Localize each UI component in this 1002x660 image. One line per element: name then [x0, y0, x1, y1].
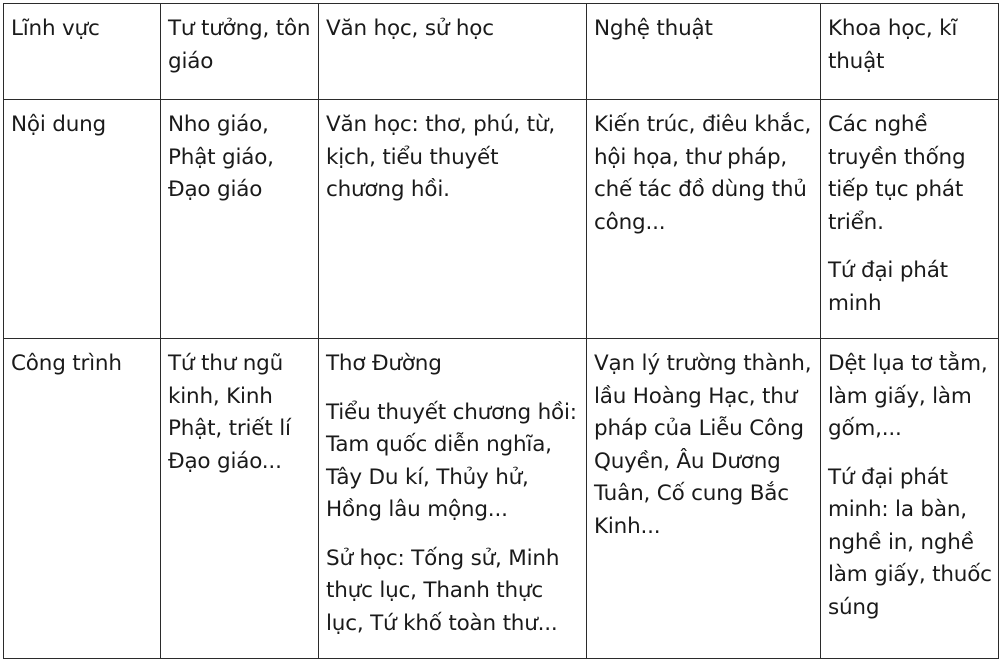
table-row: [4, 339, 999, 659]
cell-paragraph: Kiến trúc, điêu khắc, hội họa, thư pháp, chế tác đồ dùng thủ công...: [594, 112, 812, 235]
cell-paragraph: Thơ Đường: [326, 351, 442, 376]
culture-table: [3, 3, 999, 659]
table-cell: [587, 100, 821, 339]
cell-paragraph: Văn học: thơ, phú, từ, kịch, tiểu thuyết chương hồi.: [326, 112, 555, 202]
row-label-noi-dung: Nội dung: [4, 100, 161, 339]
cell-paragraph: Tứ đại phát minh: [828, 258, 948, 316]
cell-paragraph: Sử học: Tống sử, Minh thực lục, Thanh thực lục, Tứ khố toàn thư...: [326, 545, 560, 636]
header-cell-van-hoc-su-hoc: Văn học, sử học: [319, 4, 587, 100]
cell-paragraph: Các nghề truyền thống tiếp tục phát triển.: [828, 112, 966, 235]
cell-paragraph: Dệt lụa tơ tằm, làm giấy, làm gốm,...: [828, 351, 988, 441]
cell-paragraph: Vạn lý trường thành, lầu Hoàng Hạc, thư pháp của Liễu Công Quyền, Âu Dương Tuân, Cố cung Bắc Kinh...: [594, 351, 812, 539]
table-cell: [319, 339, 587, 659]
table-cell: [821, 100, 999, 339]
cell-paragraph: Tiểu thuyết chương hồi: Tam quốc diễn nghĩa, Tây Du kí, Thủy hử, Hồng lâu mộng...: [326, 399, 577, 522]
header-cell-tu-tuong-ton-giao: Tư tưởng, tôn giáo: [161, 4, 319, 100]
table-cell: [161, 339, 319, 659]
table-cell: [161, 100, 319, 339]
cell-paragraph: Tứ đại phát minh: la bàn, nghề in, nghề làm giấy, thuốc súng: [828, 464, 992, 620]
header-cell-nghe-thuat: Nghệ thuật: [587, 4, 821, 100]
row-label-cong-trinh: Công trình: [4, 339, 161, 659]
cell-paragraph: Tứ thư ngũ kinh, Kinh Phật, triết lí Đạo giáo...: [168, 351, 291, 474]
table-row: [4, 100, 999, 339]
table-header-row: [4, 4, 999, 100]
header-cell-linh-vuc: Lĩnh vực: [4, 4, 161, 100]
header-cell-khoa-hoc-ki-thuat: Khoa học, kĩ thuật: [821, 4, 999, 100]
table-cell: [821, 339, 999, 659]
table-cell: [319, 100, 587, 339]
table-cell: [587, 339, 821, 659]
cell-paragraph: Nho giáo, Phật giáo, Đạo giáo: [168, 112, 274, 202]
